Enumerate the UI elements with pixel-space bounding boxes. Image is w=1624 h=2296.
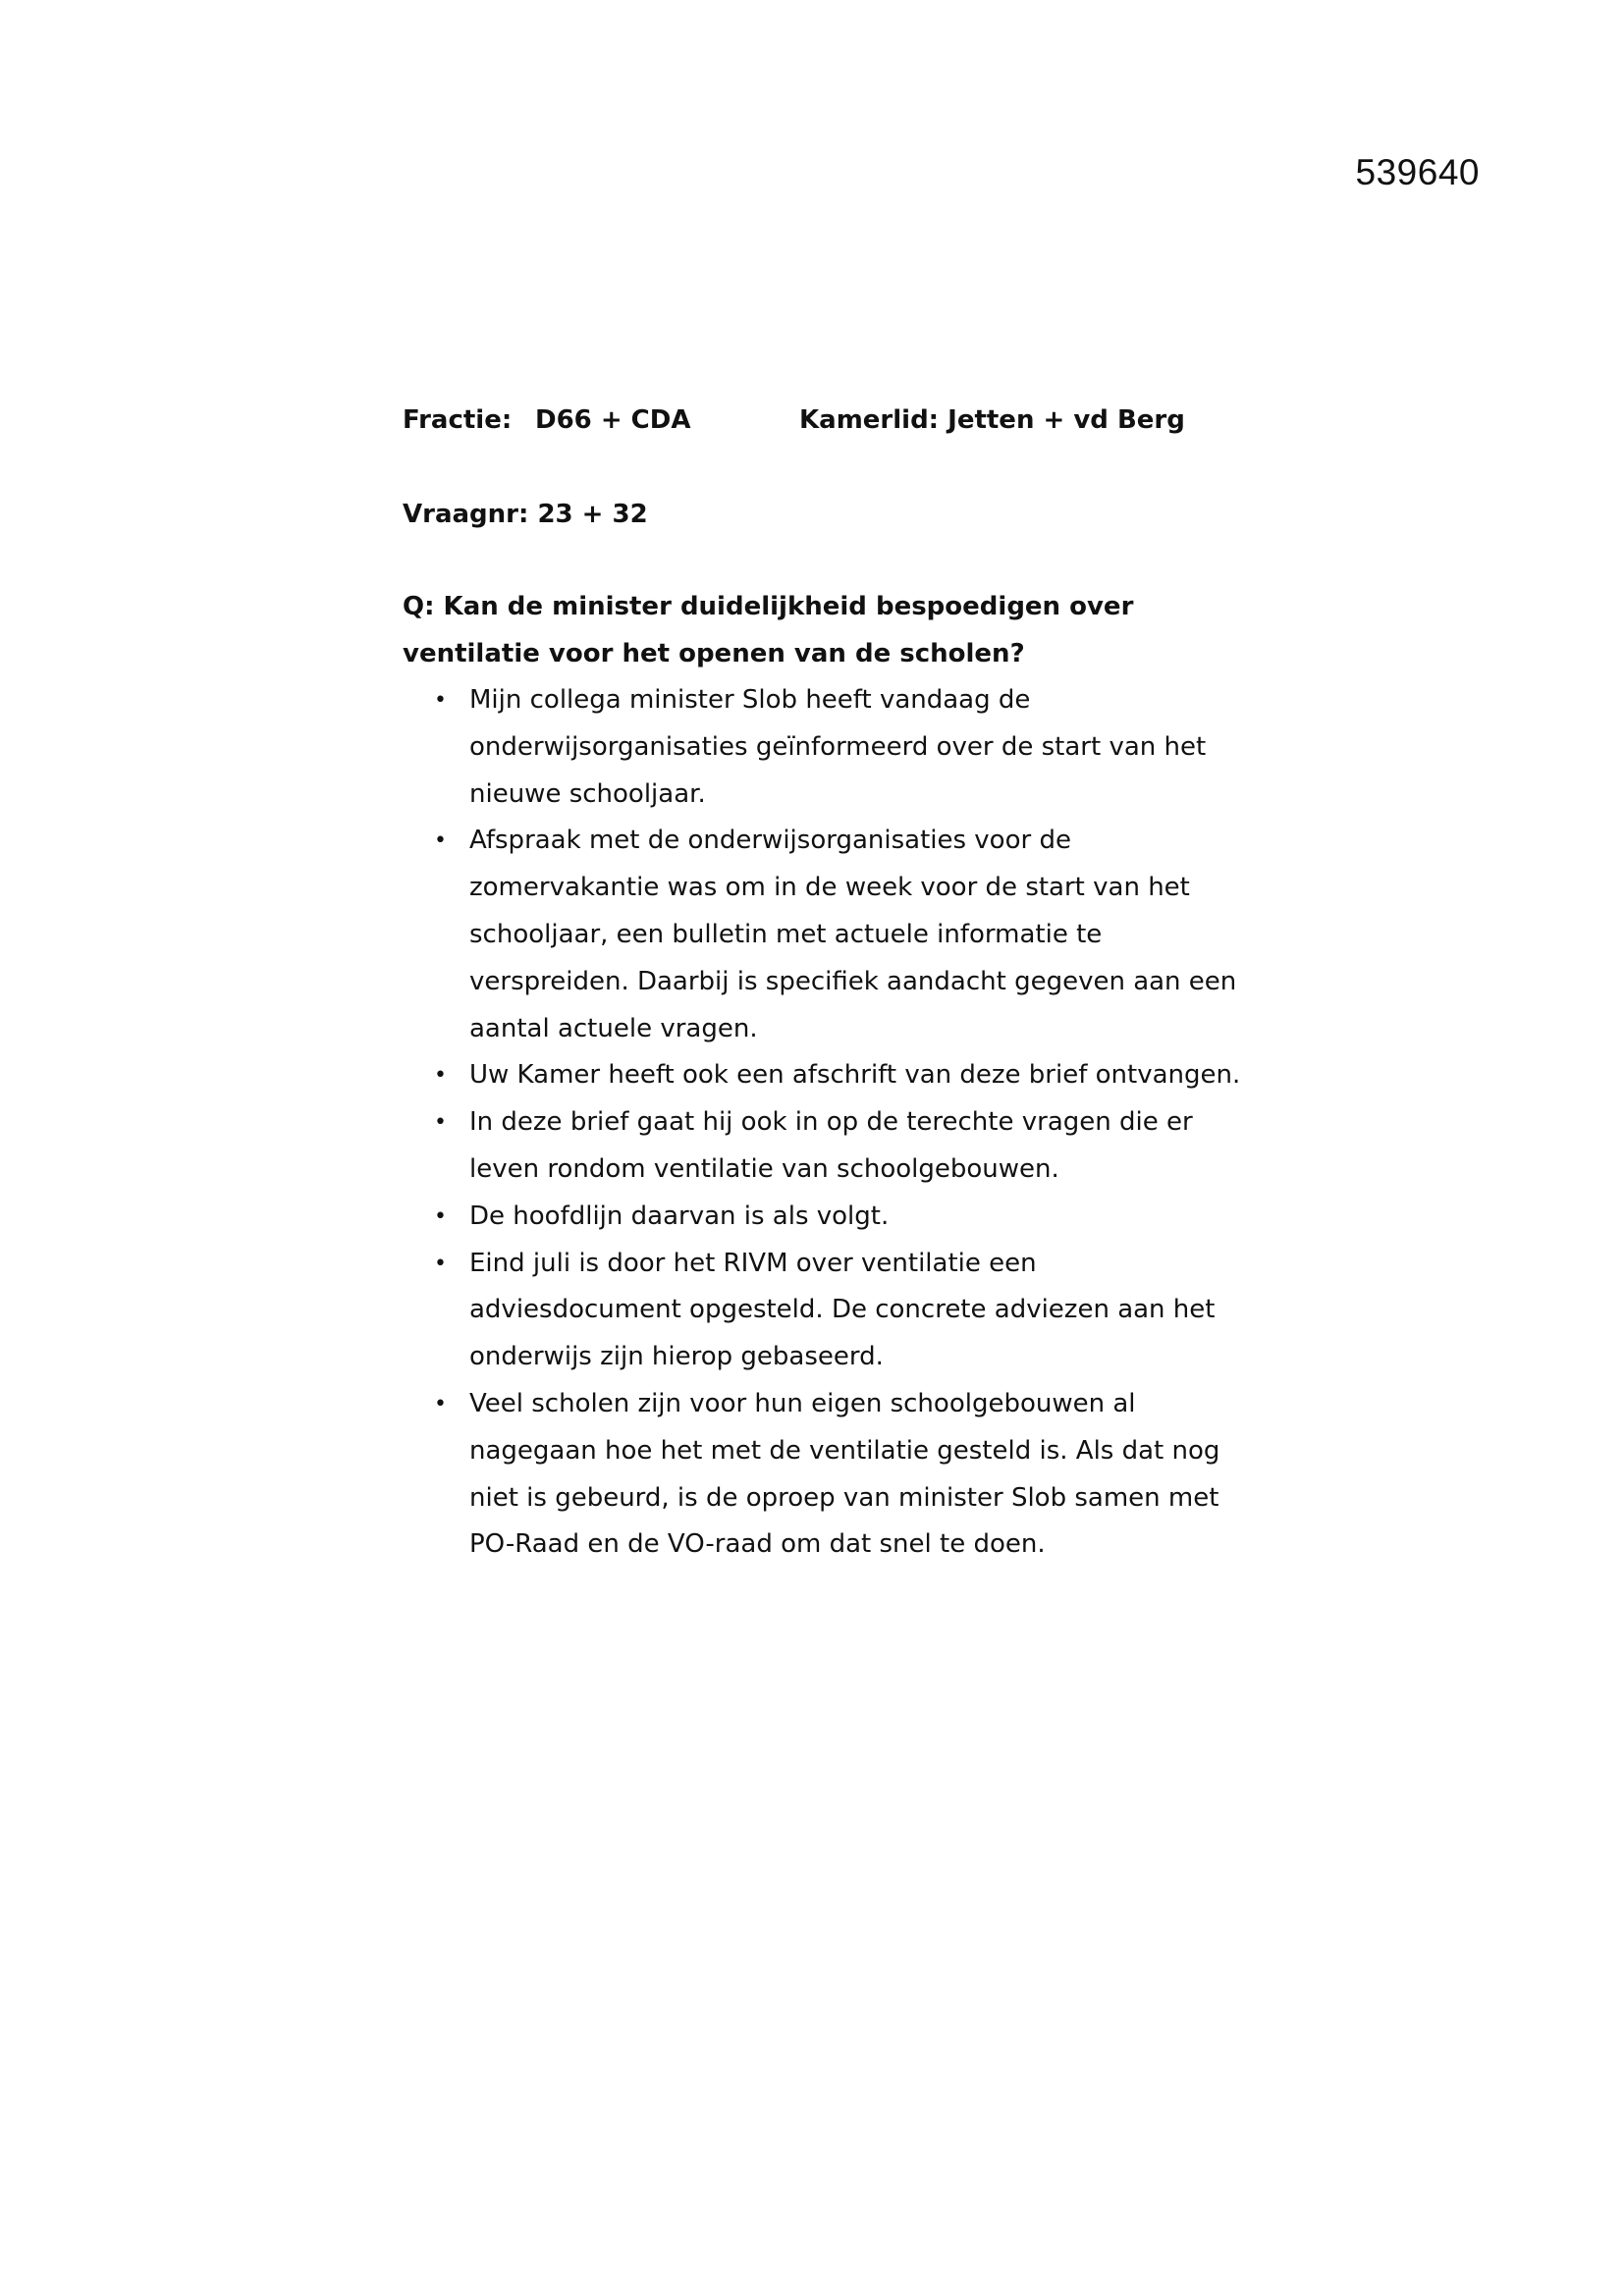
vraagnr-label: Vraagnr: <box>403 500 529 529</box>
kamerlid-value: Jetten + vd Berg <box>947 405 1185 435</box>
answer-text: Uw Kamer heeft ook een afschrift van deze brief ontvangen. <box>469 1060 1241 1091</box>
bullet-icon: • <box>434 1251 447 1276</box>
bullet-icon: • <box>434 1391 447 1416</box>
bullet-icon: • <box>434 1203 447 1229</box>
fractie-group <box>403 397 799 444</box>
bullet-icon: • <box>434 1110 447 1136</box>
fractie-kamerlid-row <box>403 397 1267 444</box>
question-text: Q: Kan de minister duidelijkheid bespoedigen over ventilatie voor het openen van de scholen? <box>403 592 1134 668</box>
answer-item <box>403 677 1255 818</box>
answer-item <box>403 818 1255 1052</box>
answer-item <box>403 1241 1255 1381</box>
document-body <box>403 397 1267 1569</box>
answer-item <box>403 1194 1255 1241</box>
answer-item <box>403 1052 1255 1099</box>
bullet-icon: • <box>434 688 447 713</box>
answer-item <box>403 1099 1255 1194</box>
vraagnr-row <box>403 491 1267 538</box>
fractie-label: Fractie: <box>403 405 513 435</box>
vraagnr-value: 23 + 32 <box>537 500 648 529</box>
answer-list <box>403 677 1267 1569</box>
document-number: 539640 <box>1355 152 1480 192</box>
answer-text: Afspraak met de onderwijsorganisaties voor de zomervakantie was om in de week voor de start van het schooljaar, een bulletin met actuele informatie te verspreiden. Daarbij is specifiek aandacht gegeven aan een aantal actuele vragen. <box>469 826 1237 1043</box>
answer-text: Mijn collega minister Slob heeft vandaag de onderwijsorganisaties geïnformeerd over de start van het nieuwe schooljaar. <box>469 685 1207 809</box>
fractie-value: D66 + CDA <box>535 405 691 435</box>
answer-text: Eind juli is door het RIVM over ventilatie een adviesdocument opgesteld. De concrete adviezen aan het onderwijs zijn hierop gebaseerd. <box>469 1248 1216 1372</box>
answer-text: Veel scholen zijn voor hun eigen schoolgebouwen al nagegaan hoe het met de ventilatie gesteld is. Als dat nog niet is gebeurd, is de oproep van minister Slob samen met PO-Raad en de VO-raad om dat snel te doen. <box>469 1388 1220 1560</box>
answer-text: In deze brief gaat hij ook in op de terechte vragen die er leven rondom ventilatie van schoolgebouwen. <box>469 1107 1193 1184</box>
bullet-icon: • <box>434 828 447 854</box>
answer-item <box>403 1381 1255 1569</box>
bullet-icon: • <box>434 1063 447 1089</box>
answer-text: De hoofdlijn daarvan is als volgt. <box>469 1201 890 1231</box>
kamerlid-label: Kamerlid: <box>799 405 940 435</box>
